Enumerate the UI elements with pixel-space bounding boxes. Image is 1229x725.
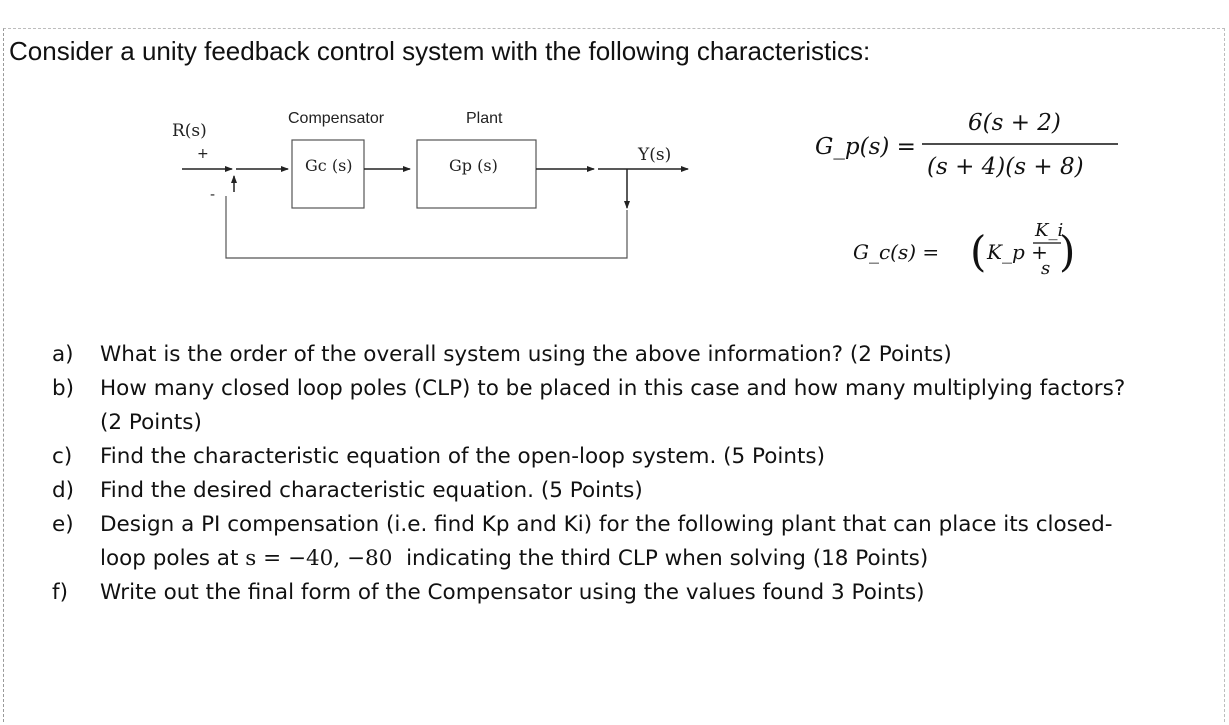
pole-locations-math: s = −40, −80 — [245, 546, 393, 571]
gp-numerator: 6(s + 2) — [968, 110, 1061, 136]
question-a — [52, 338, 1125, 372]
question-marker: b) — [52, 376, 75, 401]
question-text: Design a PI compensation (i.e. find Kp and Ki) for the following plant that can place its closed- — [100, 512, 1113, 537]
compensator-block-label: Gc (s) — [305, 156, 353, 175]
gc-ki: K_i — [1035, 220, 1064, 241]
compensator-title: Compensator — [288, 110, 385, 127]
question-text-continued — [100, 542, 1125, 576]
question-marker: f) — [52, 580, 68, 605]
gc-lhs: G_c(s) = — [853, 240, 940, 264]
question-text: Find the characteristic equation of the open-loop system. (5 Points) — [100, 444, 826, 469]
gp-denominator: (s + 4)(s + 8) — [927, 154, 1084, 180]
plant-block-label: Gp (s) — [449, 156, 498, 175]
question-c — [52, 440, 1125, 474]
gc-s: s — [1041, 258, 1051, 279]
input-label: R(s) — [172, 121, 207, 141]
plant-title: Plant — [466, 110, 503, 127]
gp-lhs: G_p(s) = — [815, 134, 916, 160]
question-text-part: loop poles at — [100, 546, 239, 571]
plus-sign: + — [197, 146, 209, 162]
question-text: How many closed loop poles (CLP) to be placed in this case and how many multiplying factors? — [100, 376, 1126, 401]
question-f — [52, 576, 1125, 610]
question-d — [52, 474, 1125, 508]
minus-sign: - — [210, 187, 216, 203]
output-label: Y(s) — [638, 145, 672, 165]
question-text: Find the desired characteristic equation. (5 Points) — [100, 478, 643, 503]
question-e — [52, 508, 1125, 576]
gc-kp: K_p + — [987, 240, 1048, 264]
question-marker: e) — [52, 512, 74, 537]
question-text: What is the order of the overall system using the above information? (2 Points) — [100, 342, 952, 367]
question-text-part: indicating the third CLP when solving (18 Points) — [406, 546, 929, 571]
block-diagram — [160, 100, 720, 270]
question-b — [52, 372, 1125, 440]
question-marker: c) — [52, 444, 73, 469]
transfer-function-equations — [800, 100, 1220, 300]
question-text-continued: (2 Points) — [100, 410, 202, 435]
question-list — [52, 338, 1125, 610]
question-marker: a) — [52, 342, 74, 367]
question-text: Write out the final form of the Compensator using the values found 3 Points) — [100, 580, 925, 605]
question-marker: d) — [52, 478, 75, 503]
problem-title: Consider a unity feedback control system with the following characteristics: — [9, 36, 871, 66]
gc-open-paren: ( — [970, 227, 987, 276]
gc-close-paren: ) — [1059, 227, 1076, 276]
